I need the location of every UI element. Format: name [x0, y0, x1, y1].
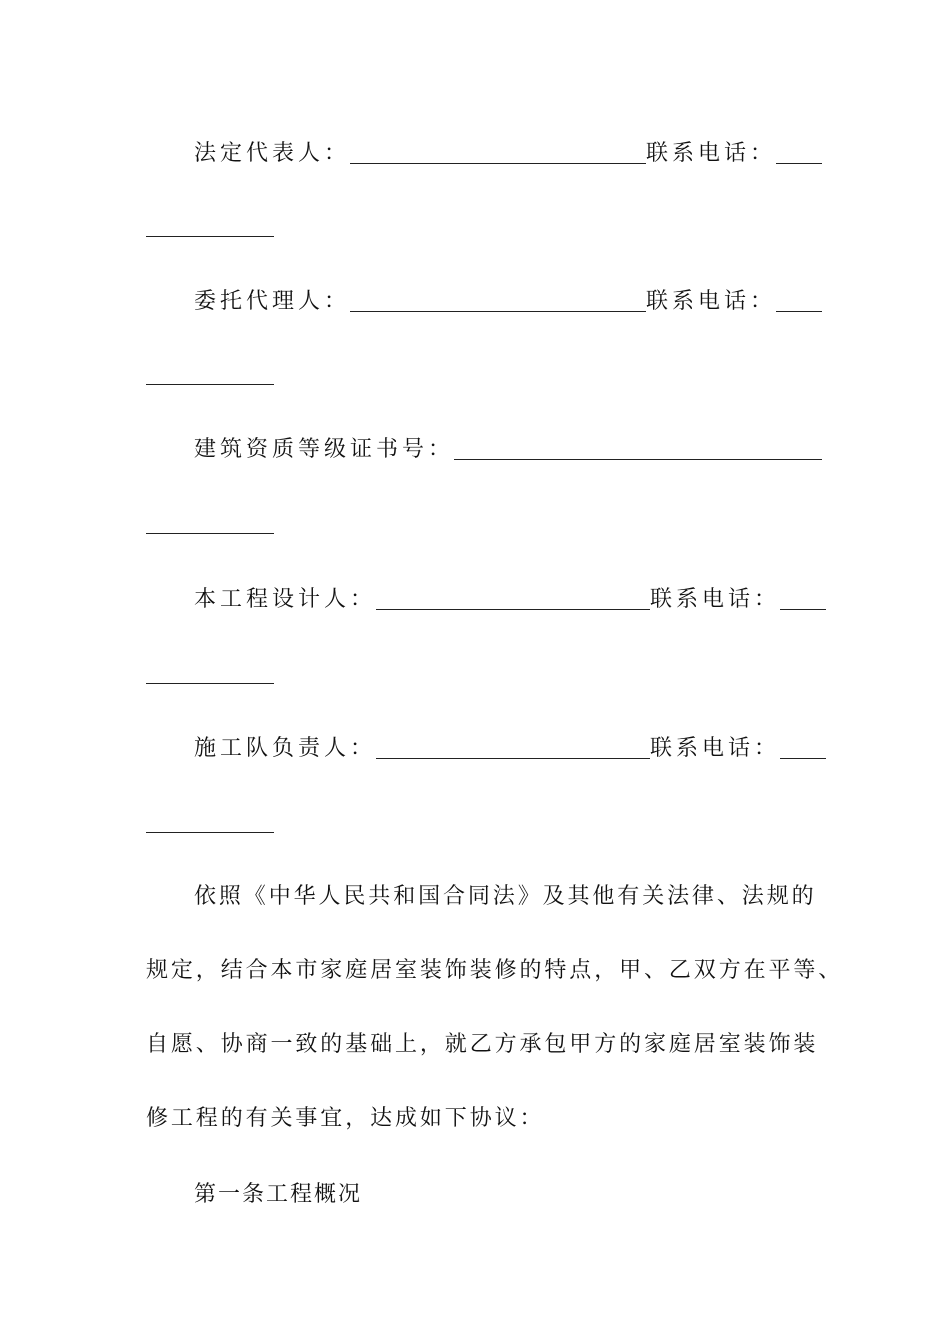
phone-blank-continuation — [146, 384, 274, 385]
field-label: 本工程设计人： — [194, 587, 377, 612]
field-project-designer — [194, 585, 826, 615]
phone-blank-continuation — [146, 236, 274, 237]
paragraph-line-3: 自愿、协商一致的基础上，就乙方承包甲方的家庭居室装饰装 — [146, 1032, 819, 1057]
field-label: 委托代理人： — [194, 289, 351, 314]
name-blank — [376, 608, 650, 610]
field-label: 法定代表人： — [194, 141, 351, 166]
name-blank — [376, 757, 650, 759]
phone-blank — [776, 310, 822, 312]
field-construction-team-leader — [194, 734, 826, 764]
paragraph-line-4: 修工程的有关事宜，达成如下协议： — [146, 1106, 545, 1131]
phone-blank — [780, 608, 826, 610]
field-qualification-certificate — [194, 435, 822, 465]
section-heading: 第一条工程概况 — [194, 1182, 363, 1207]
field-label: 施工队负责人： — [194, 736, 377, 761]
phone-blank-continuation — [146, 683, 274, 684]
field-phone-label: 联系电话： — [650, 587, 781, 612]
field-phone-label: 联系电话： — [646, 141, 777, 166]
certificate-blank — [454, 458, 822, 460]
certificate-blank-continuation — [146, 533, 274, 534]
phone-blank — [776, 162, 822, 164]
field-label: 建筑资质等级证书号： — [194, 437, 455, 462]
field-phone-label: 联系电话： — [650, 736, 781, 761]
field-legal-representative — [194, 139, 822, 169]
phone-blank — [780, 757, 826, 759]
phone-blank-continuation — [146, 832, 274, 833]
name-blank — [350, 310, 646, 312]
paragraph-line-2: 规定，结合本市家庭居室装饰装修的特点，甲、乙双方在平等、 — [146, 958, 844, 983]
field-authorized-agent — [194, 287, 822, 317]
paragraph-line-1: 依照《中华人民共和国合同法》及其他有关法律、法规的 — [194, 884, 817, 909]
field-phone-label: 联系电话： — [646, 289, 777, 314]
name-blank — [350, 162, 646, 164]
